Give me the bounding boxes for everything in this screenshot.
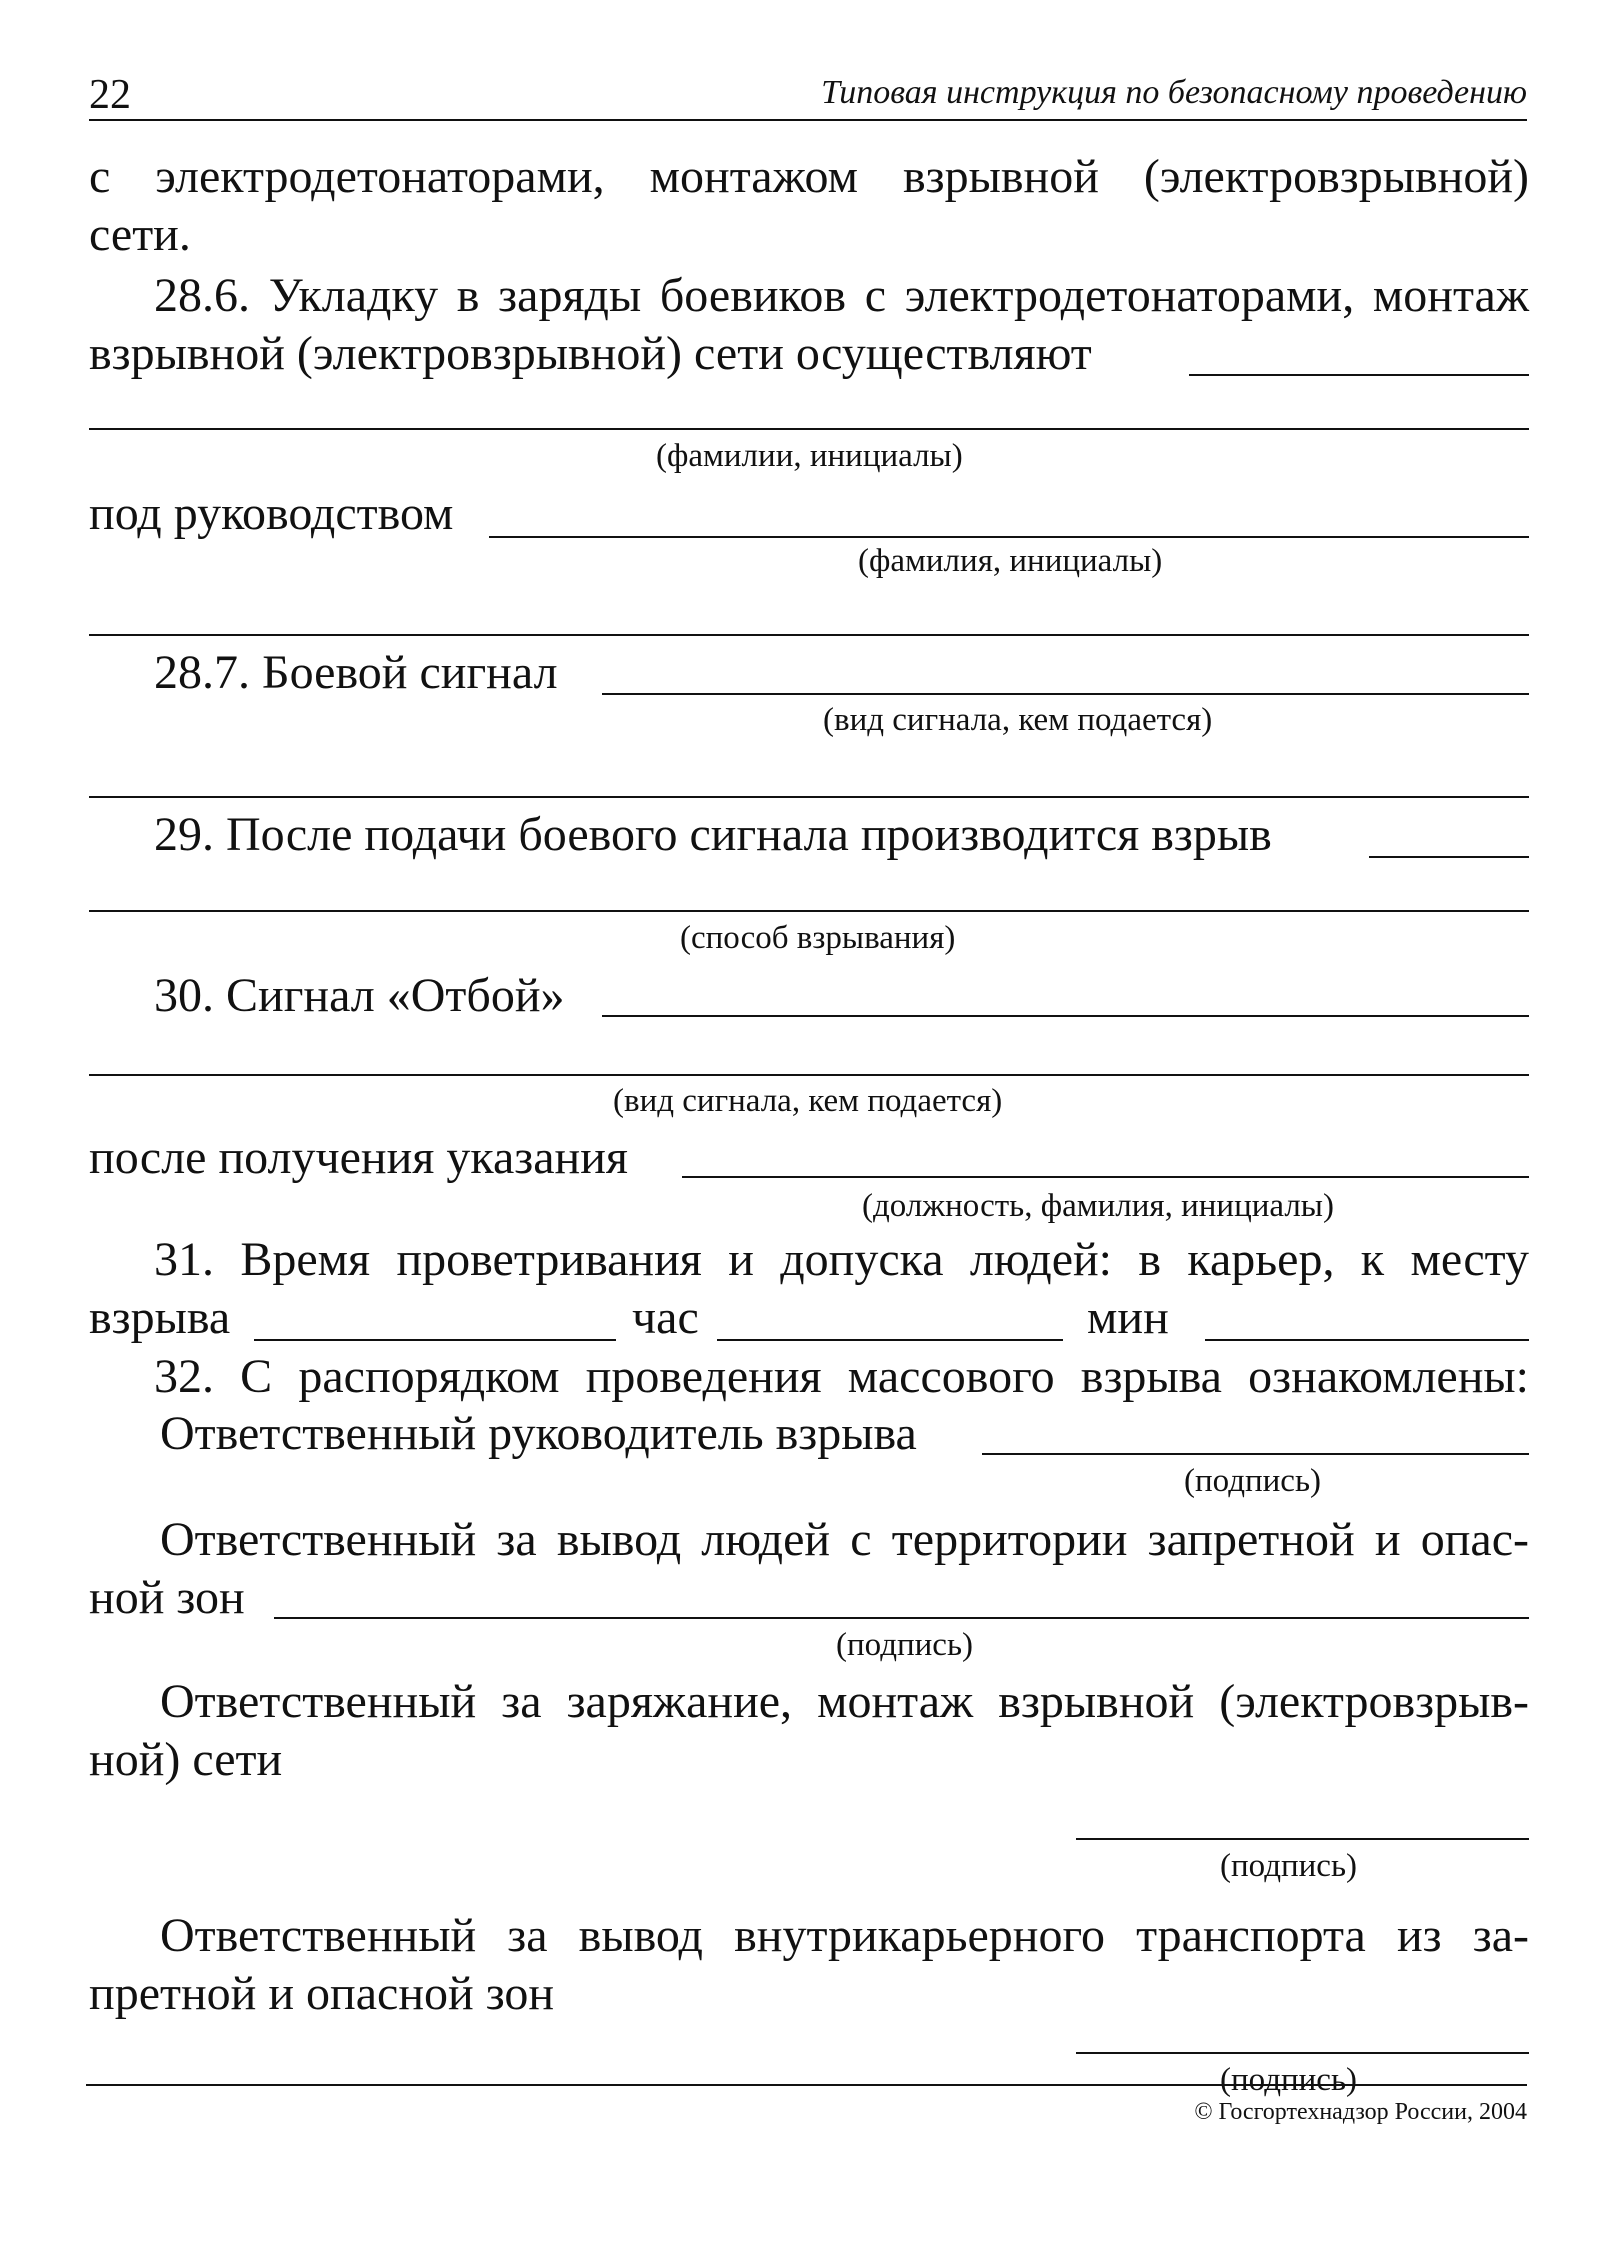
fill-line-minutes[interactable] [1205, 1339, 1529, 1341]
fill-line-order-giver[interactable] [682, 1176, 1529, 1178]
caption-signature-1: (подпись) [1184, 1463, 1321, 1499]
fill-line-all-clear-signal-2[interactable] [89, 1074, 1529, 1076]
label-min: мин [1087, 1291, 1169, 1344]
text-line-continuation-1: с электродетонаторами, монтажом взрывной (электровзрывной) [89, 150, 1529, 203]
fill-line-combat-signal[interactable] [602, 693, 1529, 695]
paragraph-28-7: 28.7. Боевой сигнал [154, 646, 558, 699]
running-title: Типовая инструкция по безопасному проведению [821, 74, 1527, 111]
caption-signal-type-2: (вид сигнала, кем подается) [613, 1083, 1003, 1119]
paragraph-29: 29. После подачи боевого сигнала производится взрыв [154, 808, 1272, 861]
signature-line-people[interactable] [274, 1617, 1529, 1619]
copyright: © Госгортехнадзор России, 2004 [1194, 2099, 1527, 2125]
caption-family: (фамилия, инициалы) [858, 543, 1163, 579]
label-responsible-transport-line-2: претной и опасной зон [89, 1967, 555, 2020]
fill-line-performers[interactable] [1189, 374, 1529, 376]
label-responsible-charging-line-1: Ответственный за заряжание, монтаж взрывной (электровзрыв- [160, 1675, 1529, 1728]
footer-rule [86, 2084, 1527, 2086]
label-responsible-leader: Ответственный руководитель взрыва [160, 1407, 917, 1460]
caption-signature-2: (подпись) [836, 1627, 973, 1663]
fill-line-all-clear-signal[interactable] [602, 1015, 1529, 1017]
fill-line-hours[interactable] [717, 1339, 1063, 1341]
paragraph-28-6-line-1: 28.6. Укладку в заряды боевиков с электродетонаторами, монтаж [154, 269, 1529, 322]
label-responsible-people-line-2: ной зон [89, 1571, 245, 1624]
fill-line-leader-2[interactable] [89, 634, 1529, 636]
fill-line-explosion-method[interactable] [1369, 856, 1529, 858]
paragraph-28-6-line-2: взрывной (электровзрывной) сети осуществляют [89, 327, 1092, 380]
label-after-order: после получения указания [89, 1131, 628, 1184]
caption-families: (фамилии, инициалы) [656, 438, 963, 474]
fill-line-performers-2[interactable] [89, 428, 1529, 430]
paragraph-31-line-1: 31. Время проветривания и допуска людей: в карьер, к месту [154, 1233, 1529, 1286]
label-hour: час [632, 1291, 699, 1344]
label-responsible-people-line-1: Ответственный за вывод людей с территории запретной и опас- [160, 1513, 1529, 1566]
label-responsible-charging-line-2: ной) сети [89, 1733, 283, 1786]
signature-line-transport[interactable] [1076, 2052, 1529, 2054]
fill-line-time-value[interactable] [254, 1339, 616, 1341]
paragraph-32: 32. С распорядком проведения массового взрыва ознакомлены: [154, 1350, 1529, 1403]
header-rule [89, 119, 1527, 121]
caption-position: (должность, фамилия, инициалы) [862, 1188, 1334, 1224]
fill-line-combat-signal-2[interactable] [89, 796, 1529, 798]
page-number: 22 [89, 72, 131, 118]
signature-line-charging[interactable] [1076, 1838, 1529, 1840]
label-explosion-time: взрыва [89, 1291, 231, 1344]
fill-line-leader[interactable] [489, 536, 1529, 538]
label-under-leadership: под руководством [89, 487, 454, 540]
caption-signature-3: (подпись) [1220, 1848, 1357, 1884]
caption-signal-type: (вид сигнала, кем подается) [823, 702, 1213, 738]
fill-line-explosion-method-2[interactable] [89, 910, 1529, 912]
paragraph-30: 30. Сигнал «Отбой» [154, 969, 565, 1022]
text-line-continuation-2: сети. [89, 208, 191, 261]
signature-line-leader[interactable] [982, 1453, 1529, 1455]
caption-signature-4: (подпись) [1220, 2062, 1357, 2098]
caption-method: (способ взрывания) [680, 920, 956, 956]
label-responsible-transport-line-1: Ответственный за вывод внутрикарьерного транспорта из за- [160, 1909, 1529, 1962]
